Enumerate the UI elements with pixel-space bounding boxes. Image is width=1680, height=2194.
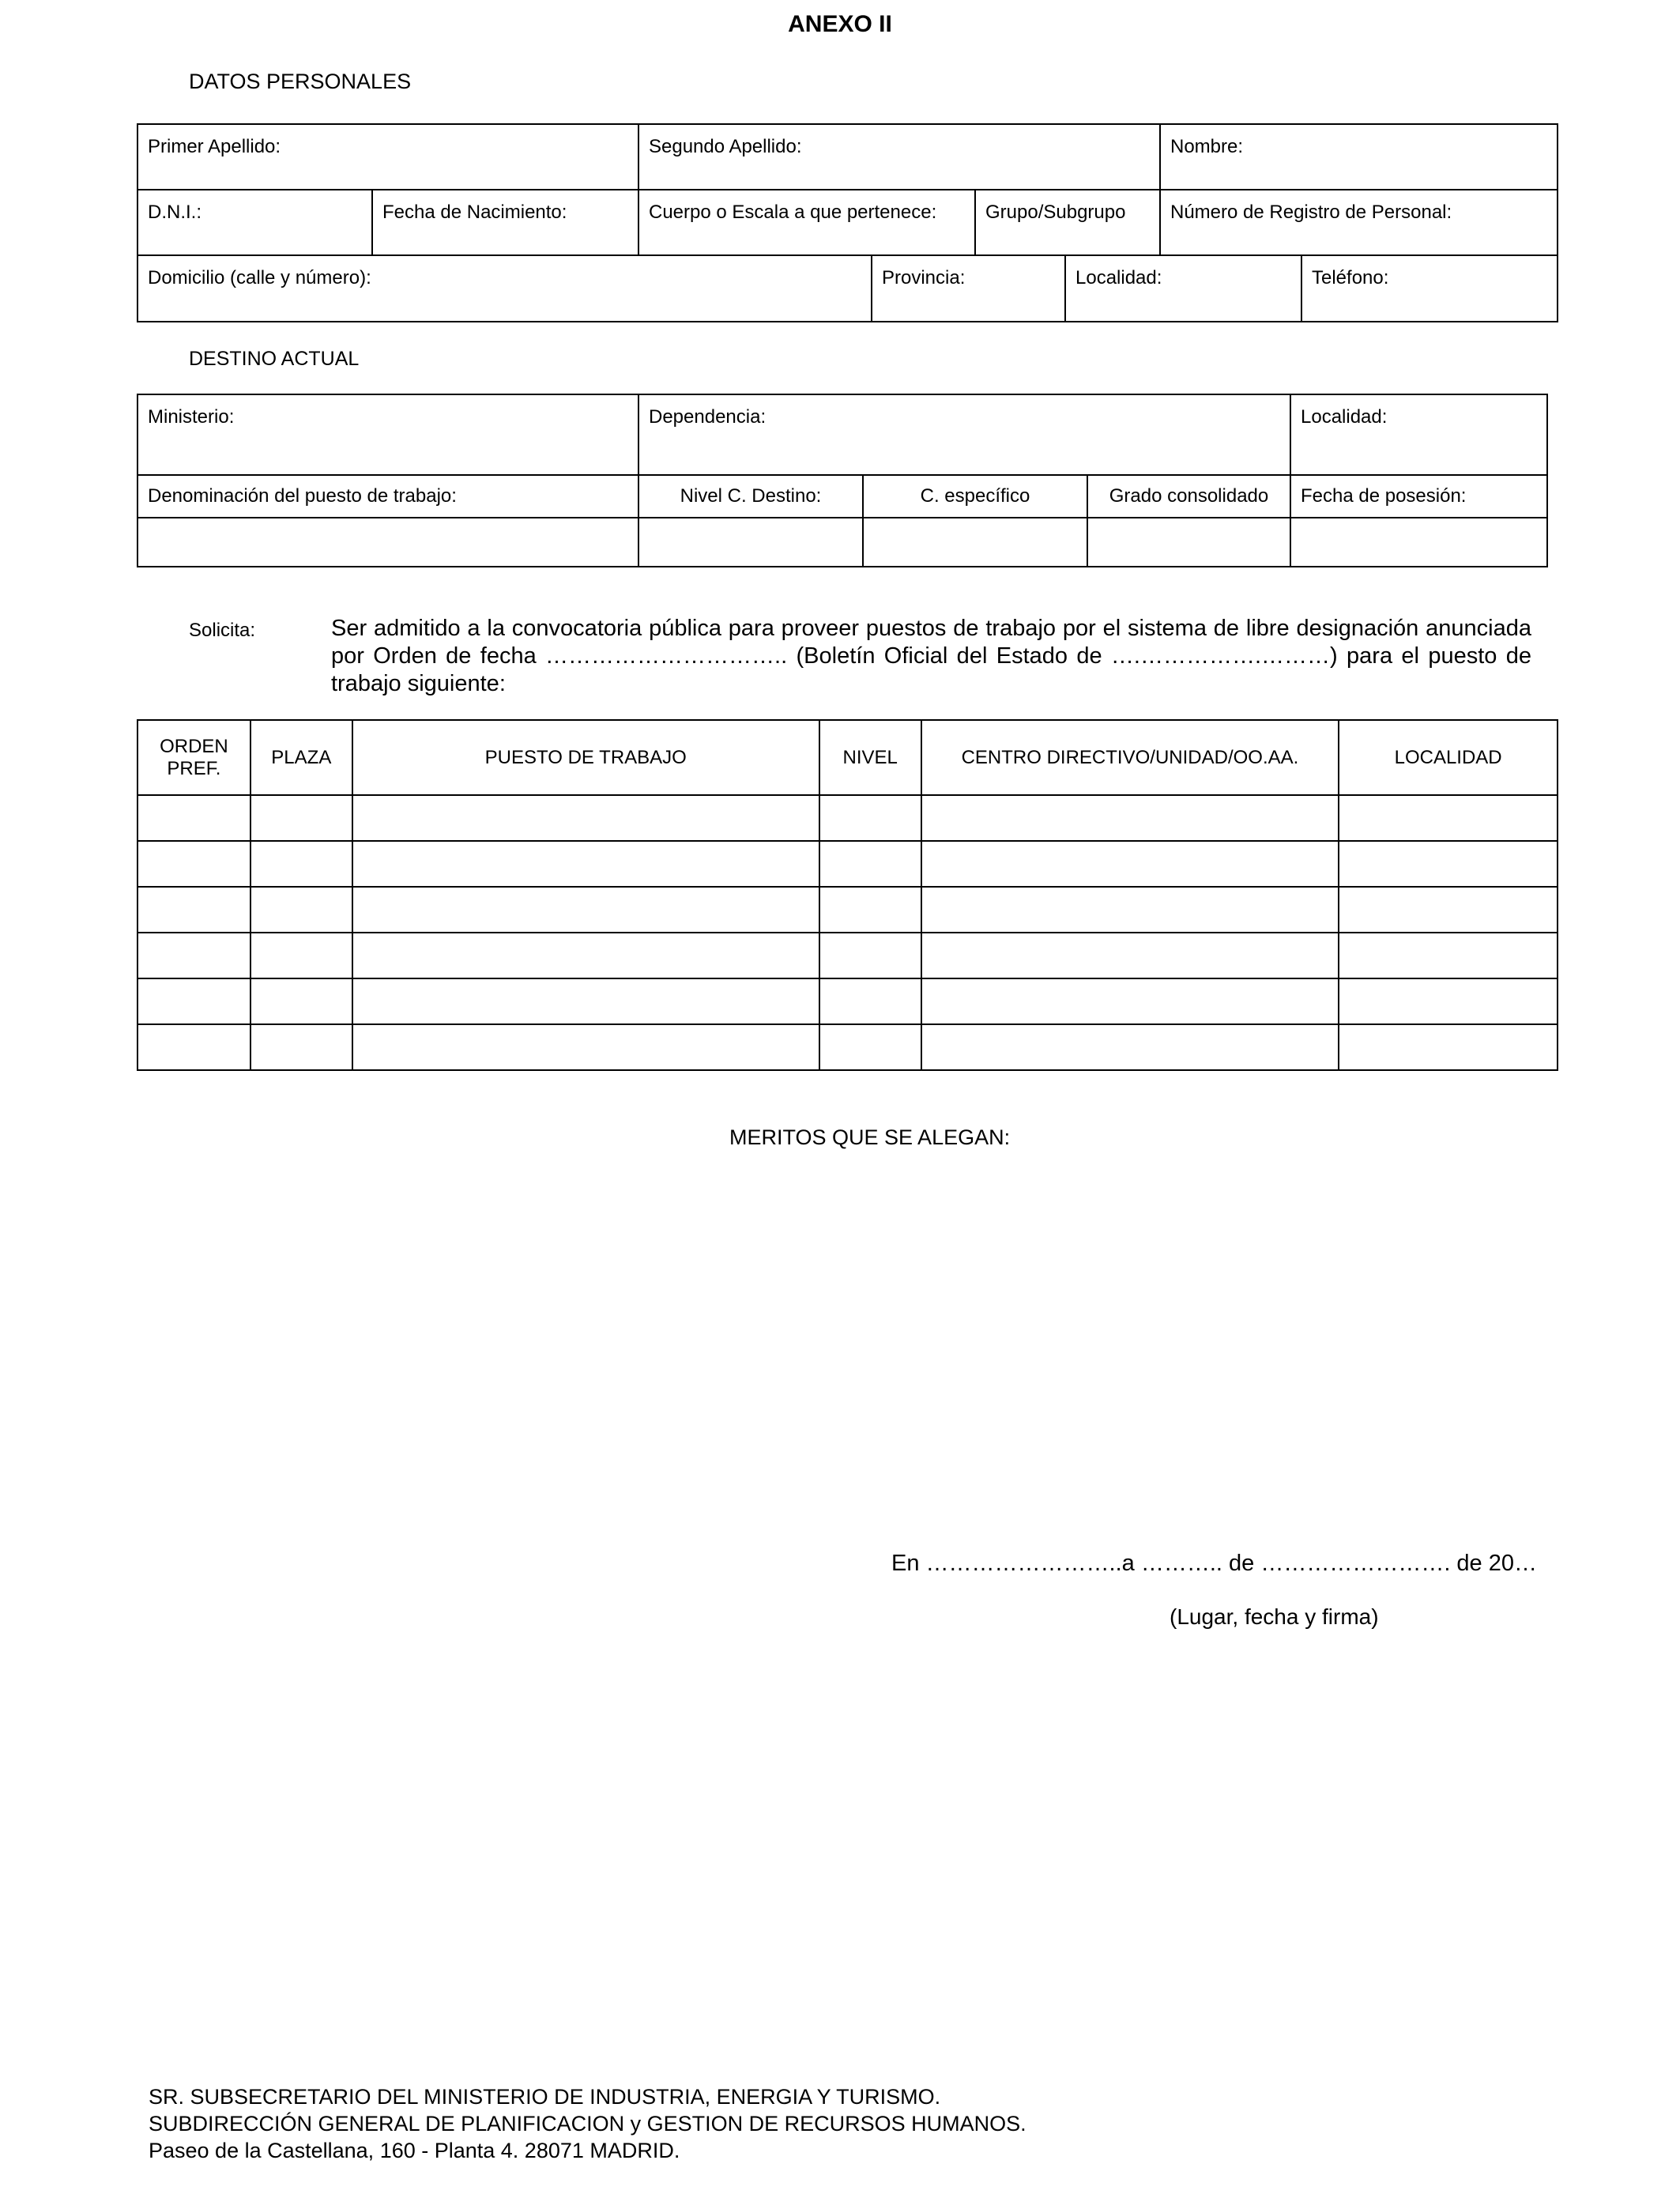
fecha-posesion-input[interactable] <box>1290 517 1548 567</box>
segundo-apellido-field[interactable] <box>638 123 1161 190</box>
table-cell[interactable] <box>1339 1024 1558 1070</box>
table-cell[interactable] <box>1339 841 1558 887</box>
domicilio-field[interactable] <box>137 254 872 322</box>
table-cell[interactable] <box>819 795 921 841</box>
field-label: Segundo Apellido: <box>649 136 802 157</box>
provincia-field[interactable] <box>871 254 1066 322</box>
table-cell[interactable] <box>819 887 921 933</box>
grupo-subgrupo-field[interactable] <box>974 189 1161 256</box>
col-header-orden: ORDEN PREF. <box>137 720 250 795</box>
field-label: Localidad: <box>1301 406 1388 428</box>
destinatario-block <box>149 2083 1026 2164</box>
denominacion-puesto-input[interactable] <box>137 517 639 567</box>
col-header-nivel: NIVEL <box>819 720 921 795</box>
dependencia-field[interactable] <box>638 394 1291 476</box>
meritos-area[interactable] <box>137 1170 1558 1533</box>
table-cell[interactable] <box>137 841 250 887</box>
table-cell[interactable] <box>921 933 1339 978</box>
table-cell[interactable] <box>1339 887 1558 933</box>
table-cell[interactable] <box>352 1024 819 1070</box>
table-cell[interactable] <box>921 795 1339 841</box>
table-cell[interactable] <box>352 978 819 1024</box>
solicita-label: Solicita: <box>189 620 256 641</box>
table-cell[interactable] <box>1339 978 1558 1024</box>
table-row <box>137 933 1558 978</box>
field-label: Denominación del puesto de trabajo: <box>148 485 457 507</box>
table-cell[interactable] <box>250 933 352 978</box>
grado-consolidado-label <box>1087 474 1291 518</box>
page-title: ANEXO II <box>788 11 892 37</box>
primer-apellido-field[interactable] <box>137 123 639 190</box>
nombre-field[interactable] <box>1159 123 1558 190</box>
table-row <box>137 978 1558 1024</box>
footer-line: Paseo de la Castellana, 160 - Planta 4. 28071 MADRID. <box>149 2139 680 2162</box>
nivel-destino-input[interactable] <box>638 517 864 567</box>
solicitud-text: Ser admitido a la convocatoria pública para proveer puestos de trabajo por el sistema de libre designación anunciada por Orden de fecha ………………………….. (Boletín Oficial del Estado de ….…………….………) para el puesto de trabajo siguiente: <box>331 616 1531 696</box>
table-cell[interactable] <box>250 1024 352 1070</box>
field-label: Cuerpo o Escala a que pertenece: <box>649 202 937 223</box>
table-cell[interactable] <box>250 795 352 841</box>
table-cell[interactable] <box>137 933 250 978</box>
field-label: Nombre: <box>1170 136 1244 157</box>
field-label: Localidad: <box>1075 267 1162 288</box>
table-cell[interactable] <box>1339 795 1558 841</box>
field-label: Provincia: <box>882 267 966 288</box>
table-cell[interactable] <box>137 887 250 933</box>
field-label: Grado consolidado <box>1109 485 1269 507</box>
footer-line: SR. SUBSECRETARIO DEL MINISTERIO DE INDUSTRIA, ENERGIA Y TURISMO. <box>149 2085 941 2109</box>
nivel-destino-label <box>638 474 864 518</box>
field-label: Ministerio: <box>148 406 235 428</box>
table-row <box>137 1024 1558 1070</box>
table-cell[interactable] <box>819 933 921 978</box>
meritos-heading: MERITOS QUE SE ALEGAN: <box>729 1125 1011 1149</box>
table-cell[interactable] <box>819 1024 921 1070</box>
table-cell[interactable] <box>352 887 819 933</box>
localidad-destino-field[interactable] <box>1290 394 1548 476</box>
field-label: Primer Apellido: <box>148 136 281 157</box>
table-cell[interactable] <box>137 795 250 841</box>
table-cell[interactable] <box>921 1024 1339 1070</box>
table-cell[interactable] <box>921 887 1339 933</box>
table-row <box>137 795 1558 841</box>
puestos-table <box>137 719 1558 1071</box>
table-cell[interactable] <box>921 841 1339 887</box>
table-cell[interactable] <box>352 933 819 978</box>
complemento-especifico-input[interactable] <box>862 517 1088 567</box>
fecha-posesion-label <box>1290 474 1548 518</box>
table-header-row <box>137 720 1558 795</box>
footer-line: SUBDIRECCIÓN GENERAL DE PLANIFICACION y GESTION DE RECURSOS HUMANOS. <box>149 2112 1026 2136</box>
table-cell[interactable] <box>137 978 250 1024</box>
table-cell[interactable] <box>250 887 352 933</box>
localidad-field[interactable] <box>1064 254 1302 322</box>
table-cell[interactable] <box>352 795 819 841</box>
table-cell[interactable] <box>819 978 921 1024</box>
field-label: Número de Registro de Personal: <box>1170 202 1452 223</box>
field-label: Teléfono: <box>1312 267 1389 288</box>
field-label: Nivel C. Destino: <box>680 485 822 507</box>
table-cell[interactable] <box>250 841 352 887</box>
table-cell[interactable] <box>1339 933 1558 978</box>
datos-personales-heading: DATOS PERSONALES <box>189 70 412 93</box>
table-cell[interactable] <box>137 1024 250 1070</box>
col-header-localidad: LOCALIDAD <box>1339 720 1558 795</box>
registro-personal-field[interactable] <box>1159 189 1558 256</box>
grado-consolidado-input[interactable] <box>1087 517 1291 567</box>
destino-actual-heading: DESTINO ACTUAL <box>189 348 360 370</box>
field-label: Fecha de posesión: <box>1301 485 1467 507</box>
denominacion-puesto-label <box>137 474 639 518</box>
table-cell[interactable] <box>352 841 819 887</box>
col-header-centro: CENTRO DIRECTIVO/UNIDAD/OO.AA. <box>921 720 1339 795</box>
firma-caption: (Lugar, fecha y firma) <box>1170 1604 1379 1629</box>
field-label: Domicilio (calle y número): <box>148 267 371 288</box>
field-label: C. específico <box>920 485 1030 507</box>
telefono-field[interactable] <box>1301 254 1558 322</box>
table-cell[interactable] <box>921 978 1339 1024</box>
field-label: D.N.I.: <box>148 202 202 223</box>
ministerio-field[interactable] <box>137 394 639 476</box>
complemento-especifico-label <box>862 474 1088 518</box>
fecha-nacimiento-field[interactable] <box>371 189 639 256</box>
col-header-puesto: PUESTO DE TRABAJO <box>352 720 819 795</box>
col-header-plaza: PLAZA <box>250 720 352 795</box>
dni-field[interactable] <box>137 189 373 256</box>
table-cell[interactable] <box>819 841 921 887</box>
lugar-fecha-line: En ……………………..a ……….. de ……………………. de 20… <box>891 1551 1537 1576</box>
table-row <box>137 887 1558 933</box>
field-label: Grupo/Subgrupo <box>985 202 1126 223</box>
table-cell[interactable] <box>250 978 352 1024</box>
field-label: Dependencia: <box>649 406 767 428</box>
cuerpo-escala-field[interactable] <box>638 189 976 256</box>
table-row <box>137 841 1558 887</box>
field-label: Fecha de Nacimiento: <box>382 202 567 223</box>
